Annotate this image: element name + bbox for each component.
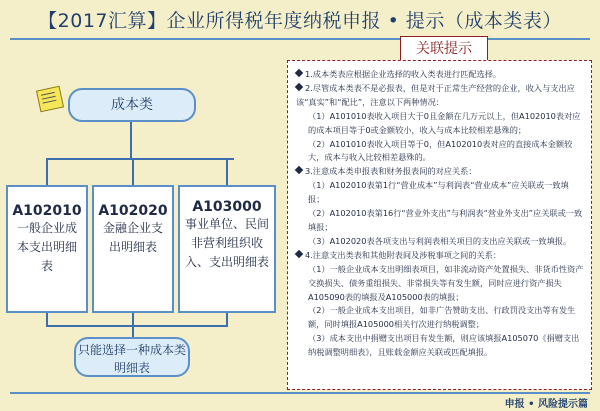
hint-paragraph: [296, 332, 585, 360]
connector-bottom-3: [226, 313, 228, 325]
hint-text: （1）A101010表收入项目大于0且金额在几万元以上，但A102010表对应的成本项目等于0或金额较小，收入与成本比较相差悬殊的；: [308, 110, 581, 135]
hint-paragraph: [296, 138, 585, 166]
connector-bottom-1: [46, 313, 48, 325]
card-description: 事业单位、民间非营利组织收入、支出明细表: [184, 217, 269, 269]
hint-paragraph: [296, 82, 585, 110]
hint-paragraph: [296, 179, 585, 207]
card-a102010: [6, 185, 88, 313]
card-a103000: [178, 185, 276, 313]
choose-one-box: 只能选择一种成本类明细表: [74, 337, 190, 377]
card-code: A102010: [12, 203, 82, 219]
hint-text: （2）一般企业成本支出项目，如非广告赞助支出、行政罚没支出等有发生额，同时填报A105000相关行次进行纳税调整；: [308, 305, 576, 330]
connector-vertical-top: [130, 122, 132, 158]
hint-text: 3.注意成本类申报表和财务报表间的对应关系：: [305, 166, 477, 177]
title-bar: [0, 0, 600, 40]
diamond-bullet-icon: [295, 69, 303, 77]
card-code: A102020: [98, 203, 168, 219]
cost-category-box: 成本类: [68, 88, 196, 122]
hint-text: （3）成本支出中捐赠支出项目有发生额，则应该填报A105070《捐赠支出纳税调整明细表》，且账载金额应关联或匹配填报。: [308, 333, 580, 358]
hint-text: 2.尽管成本类表不是必报表，但是对于正常生产经营的企业，收入与支出应该“真实”和“配比”，注意以下两种情况：: [296, 82, 575, 107]
hint-paragraph: [296, 165, 585, 179]
card-code: A103000: [192, 199, 262, 215]
connector-branch-2: [132, 158, 134, 185]
hint-paragraph: [296, 304, 585, 332]
hint-text: 4.注意支出类表和其他附表间及涉税事项之间的关系：: [305, 249, 502, 260]
card-description: 一般企业成本支出明细表: [16, 221, 77, 273]
connector-branch-1: [46, 158, 48, 185]
hint-paragraph: [296, 110, 585, 138]
hint-text: （3）A102020表各项支出与利润表相关项目的支出应关联或一致填报。: [308, 235, 572, 246]
hint-text: 1.成本类表应根据企业选择的收入类表进行匹配选择。: [305, 69, 502, 79]
hint-text: （2）A102010表第16行“营业外支出”与利润表“营业外支出”应关联或一致填报；: [308, 208, 583, 232]
title-divider: [10, 38, 590, 40]
hint-paragraph: [296, 207, 585, 235]
hints-panel: [287, 60, 592, 390]
card-description: 金融企业支出明细表: [102, 221, 163, 254]
footer-label: 申报 • 风险提示篇: [504, 399, 588, 410]
sticky-note-icon: [36, 86, 64, 113]
connector-horizontal-top: [46, 158, 234, 160]
diamond-bullet-icon: [295, 83, 303, 91]
hint-text: （2）A101010表收入项目等于0，但A102010表对应的直接成本金额较大，成本与收入比较相差悬殊的。: [308, 138, 573, 163]
card-a102020: [92, 185, 174, 313]
hint-text: （1）A102010表第1行“营业成本”与利润表“营业成本”应关联或一致填报；: [308, 180, 569, 205]
hint-paragraph: [296, 235, 585, 249]
hint-paragraph: [296, 249, 585, 263]
connector-branch-3: [226, 158, 228, 185]
hint-text: （1）一般企业成本支出明细表项目，如非流动资产处置损失、非货币性资产交换损失、债务重组损失、非常损失等有发生额，同时应进行资产损失A105090表的填报及A105000表的填报；: [308, 263, 584, 302]
hint-paragraph: [296, 263, 585, 305]
page-title: 【2017汇算】企业所得税年度纳税申报 • 提示（成本类表）: [38, 10, 562, 32]
diamond-bullet-icon: [295, 166, 303, 174]
connector-bottom-horizontal: [46, 325, 228, 327]
footer-divider: [10, 392, 590, 394]
related-hints-title: 关联提示: [400, 36, 488, 62]
diamond-bullet-icon: [295, 250, 303, 258]
hint-paragraph: [296, 68, 585, 82]
